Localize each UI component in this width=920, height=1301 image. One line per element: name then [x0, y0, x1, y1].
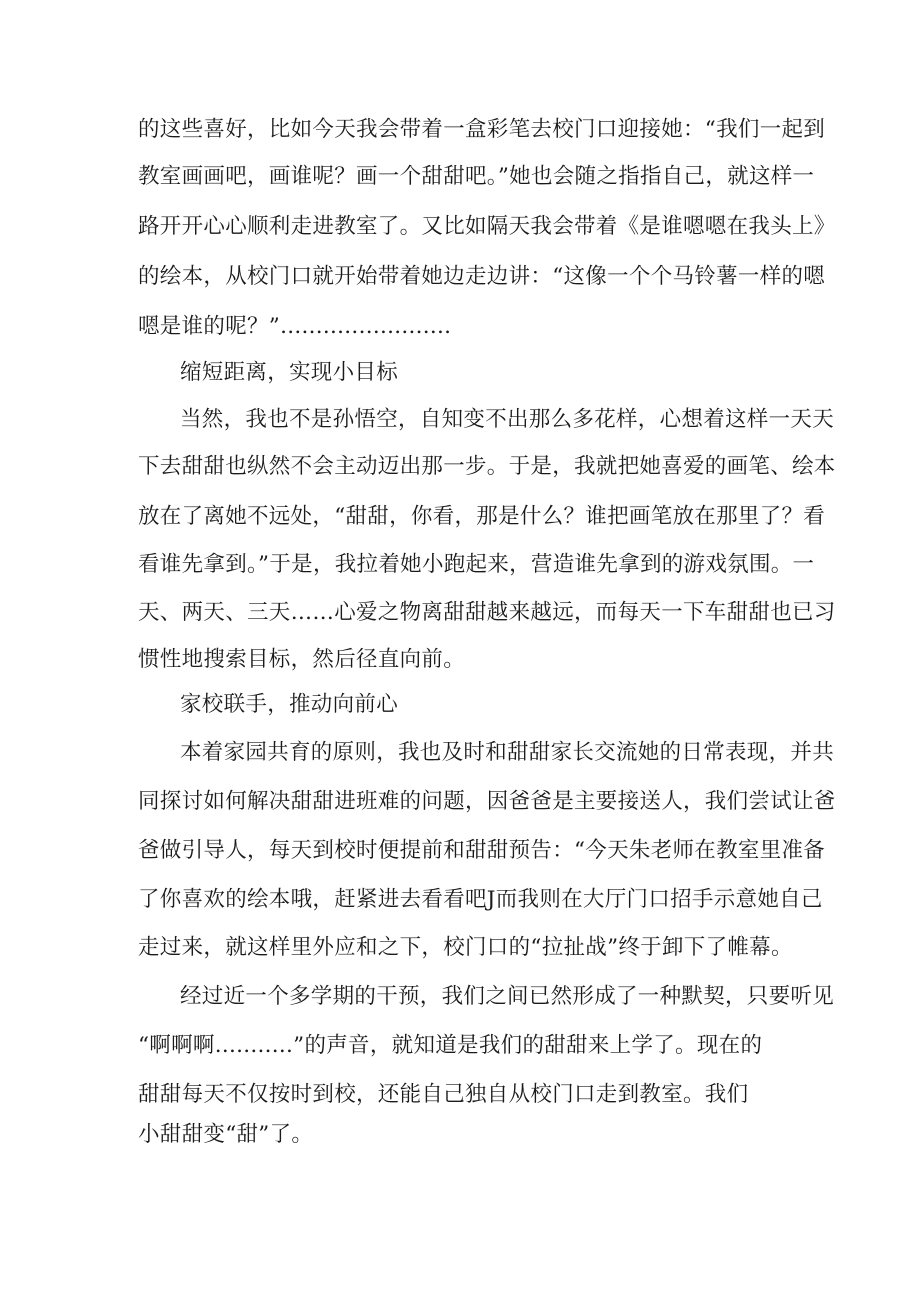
paragraph-line: 惯性地搜索目标，然后径直向前。 — [138, 647, 466, 672]
paragraph-line: 甜甜每天不仅按时到校，还能自己独自从校门口走到教室。我们 — [138, 1082, 749, 1107]
paragraph-line: 的这些喜好，比如今天我会带着一盒彩笔去校门口迎接她：“我们一起到 — [138, 117, 826, 142]
paragraph-line: 教室画画吧，画谁呢？画一个甜甜吧。”她也会随之指指自己，就这样一 — [138, 164, 815, 189]
paragraph-line: 同探讨如何解决甜甜进班难的问题，因爸爸是主要接送人，我们尝试让爸 — [138, 789, 836, 814]
paragraph-line: 下去甜甜也纵然不会主动迈出那一步。于是，我就把她喜爱的画笔、绘本 — [138, 454, 836, 479]
paragraph-line: 嗯是谁的呢？”........................ — [138, 314, 452, 339]
paragraph-line: 走过来，就这样里外应和之下，校门口的“拉扯战”终于卸下了帷幕。 — [138, 935, 793, 960]
paragraph-line: 看谁先拿到。”于是，我拉着她小跑起来，营造谁先拿到的游戏氛围。一 — [138, 552, 815, 577]
paragraph-line: 当然，我也不是孙悟空，自知变不出那么多花样，心想着这样一天天 — [180, 407, 835, 432]
section-heading: 缩短距离，实现小目标 — [180, 360, 399, 385]
paragraph-line: 的绘本，从校门口就开始带着她边走边讲：“这像一个个马铃薯一样的嗯 — [138, 264, 826, 289]
paragraph-line: 小甜甜变“甜”了。 — [138, 1122, 314, 1147]
paragraph-line: 路开开心心顺利走进教室了。又比如隔天我会带着《是谁嗯嗯在我头上》 — [138, 214, 836, 239]
paragraph-line: 天、两天、三天……心爱之物离甜甜越来越远，而每天一下车甜甜也已习 — [138, 600, 836, 625]
section-heading: 家校联手，推动向前心 — [180, 692, 399, 717]
paragraph-line: 放在了离她不远处，“甜甜，你看，那是什么？谁把画笔放在那里了？看 — [138, 504, 826, 529]
paragraph-line: 爸做引导人，每天到校时便提前和甜甜预告：“今天朱老师在教室里准备 — [138, 838, 826, 863]
paragraph-line: 了你喜欢的绘本哦，赶紧进去看看吧J而我则在大厅门口招手示意她自己 — [138, 887, 823, 912]
paragraph-line: 本着家园共育的原则，我也及时和甜甜家长交流她的日常表现，并共 — [180, 740, 835, 765]
paragraph-line: “啊啊啊...........”的声音，就知道是我们的甜甜来上学了。现在的 — [138, 1033, 763, 1058]
paragraph-line: 经过近一个多学期的干预，我们之间已然形成了一种默契，只要听见 — [180, 984, 835, 1009]
